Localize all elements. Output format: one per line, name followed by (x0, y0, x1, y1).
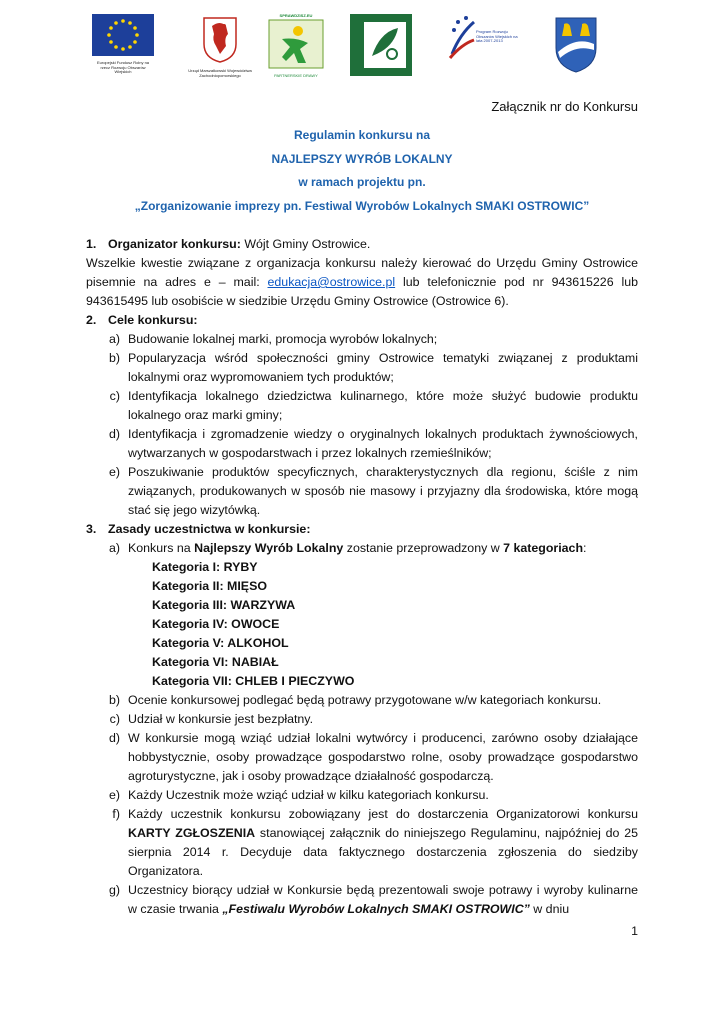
contact-text-before: Wszelkie kwestie związane z organizacja konkursu należy kierować do Urzędu Gminy Ostrowice pisemnie na adres e – mail: (86, 256, 638, 289)
item-text-part: Każdy uczestnik konkursu zobowiązany jest do dostarczenia Organizatorowi konkursu (128, 807, 638, 821)
email-link[interactable]: edukacja@ostrowice.pl (267, 275, 396, 289)
bells-crest-icon (552, 14, 600, 74)
item-letter: e) (108, 465, 120, 479)
page-number: 1 (631, 924, 638, 938)
item-text-part: : (583, 541, 587, 555)
leader-logo (350, 14, 412, 81)
category-item: Kategoria V: ALKOHOL (152, 636, 289, 650)
item-text-part: Konkurs na (128, 541, 195, 555)
item-letter: c) (109, 389, 120, 403)
list-item (86, 881, 638, 919)
item-text: Ocenie konkursowej podlegać będą potrawy przygotowane w/w kategoriach konkursu. (128, 693, 602, 707)
section-2-heading (86, 311, 638, 330)
section-number: 2. (86, 313, 97, 327)
prow-stars-icon (448, 14, 476, 60)
item-letter: a) (108, 332, 120, 346)
item-letter: b) (108, 351, 120, 365)
title-line-3: w ramach projektu pn. (298, 175, 426, 189)
registration-form-name: KARTY ZGŁOSZENIA (128, 826, 256, 840)
list-item (86, 786, 638, 805)
regulation-body (86, 235, 638, 919)
category-item: Kategoria III: WARZYWA (152, 598, 296, 612)
eu-logo (92, 14, 154, 75)
title-line-4: „Zorganizowanie imprezy pn. Festiwal Wyrobów Lokalnych SMAKI OSTROWIC” (134, 198, 590, 213)
item-text-part: zostanie przeprowadzony w (343, 541, 504, 555)
item-letter: g) (108, 883, 120, 897)
category-item: Kategoria VII: CHLEB I PIECZYWO (152, 674, 355, 688)
competition-name: Najlepszy Wyrób Lokalny (194, 541, 344, 555)
ostrowice-crest (552, 14, 600, 79)
list-item (86, 539, 638, 558)
category-item: Kategoria IV: OWOCE (152, 617, 280, 631)
prow-caption: Program Rozwoju Obszarów Wiejskich na lata 2007-2013 (476, 29, 518, 43)
lgd-logo (268, 14, 324, 78)
section-3-heading (86, 520, 638, 539)
document-title (86, 127, 638, 221)
item-text (128, 539, 638, 558)
section-heading-value: Wójt Gminy Ostrowice. (240, 237, 371, 251)
item-text: Poszukiwanie produktów specyficznych, charakterystycznych dla regionu, ściśle z nim związanych, produkowanych w sposób nie masowy i przyjazny dla środowiska, które mogą stać się jego wizytówką. (128, 465, 638, 517)
section-number: 3. (86, 522, 97, 536)
festival-name: „Festiwalu Wyrobów Lokalnych SMAKI OSTROWIC” (222, 902, 530, 916)
item-text-part: stanowiącej załącznik do niniejszego Regulaminu, najpóźniej do 25 sierpnia 2014 r. Decyduje data faktycznego dostarczenia zgłoszenia do siedziby Organizatora. (128, 826, 639, 878)
item-text: Budowanie lokalnej marki, promocja wyrobów lokalnych; (128, 332, 438, 346)
logo-bar (86, 14, 606, 86)
list-item (86, 425, 638, 463)
section-1-heading (86, 235, 638, 254)
item-letter: d) (108, 427, 120, 441)
item-letter: a) (108, 541, 120, 555)
list-item (86, 691, 638, 710)
eu-flag-icon (92, 14, 154, 56)
category-list (86, 558, 638, 691)
leader-icon (350, 14, 412, 76)
item-text (128, 881, 638, 919)
item-text: Identyfikacja lokalnego dziedzictwa kulinarnego, które może służyć budowie produktu lokalnego oraz marki gminy; (128, 389, 638, 422)
item-text: Każdy Uczestnik może wziąć udział w kilku kategoriach konkursu. (128, 788, 489, 802)
item-text: Identyfikacja i zgromadzenie wiedzy o oryginalnych lokalnych produktach żywnościowych, wytwarzanych w gospodarstwach i przez lokalnych rzemieślników; (128, 427, 638, 460)
lgd-logo-top-caption: SPRAWDZISZ.EU (279, 13, 313, 18)
contact-text-after: lub telefonicznie pod nr 943615226 lub 943615495 lub osobiście w siedzibie Urzędu Gminy Ostrowice (Ostrowice 6). (86, 275, 638, 308)
item-text-part: Uczestnicy biorący udział w Konkursie będą prezentowali swoje potrawy i wyroby kulinarne w czasie trwania (128, 883, 638, 916)
list-item (86, 729, 638, 786)
section-number: 1. (86, 237, 97, 251)
list-item (86, 387, 638, 425)
prow-logo (448, 14, 518, 60)
category-item: Kategoria II: MIĘSO (152, 579, 267, 593)
category-item: Kategoria I: RYBY (152, 560, 258, 574)
griffin-crest-icon (182, 14, 258, 64)
item-text: Udział w konkursie jest bezpłatny. (128, 712, 314, 726)
marshal-office-caption: Urząd Marszałkowski Województwa Zachodniopomorskiego (188, 68, 252, 78)
category-item: Kategoria VI: NABIAŁ (152, 655, 279, 669)
list-item (86, 463, 638, 520)
eu-logo-caption: Europejski Fundusz Rolny na rzecz Rozwoju Obszarów Wiejskich (96, 60, 150, 74)
section-heading: Zasady uczestnictwa w konkursie: (108, 522, 311, 536)
section-heading: Organizator konkursu: (108, 237, 241, 251)
item-text: W konkursie mogą wziąć udział lokalni wytwórcy i producenci, zarówno osoby działające hobbystycznie, osoby prowadzące gospodarstwo rolne, osoby prowadzące gospodarstwo agroturystyczne, jak i osoby prowadzące działalność gospodarczą. (128, 731, 638, 783)
section-heading: Cele konkursu: (108, 313, 198, 327)
list-item (86, 330, 638, 349)
list-item (86, 349, 638, 387)
lgd-figure-icon (268, 19, 324, 69)
marshal-office-logo (182, 14, 258, 78)
item-letter: f) (112, 807, 120, 821)
item-letter: b) (108, 693, 120, 707)
item-letter: d) (108, 731, 120, 745)
item-letter: e) (108, 788, 120, 802)
item-text: Popularyzacja wśród społeczności gminy Ostrowice tematyki związanej z produktami lokalnymi oraz wypromowaniem tych produktów; (128, 351, 638, 384)
item-text (128, 805, 638, 881)
lgd-logo-bottom-caption: PARTNERSKIE DRAWY (274, 72, 318, 78)
category-count: 7 kategoriach (503, 541, 584, 555)
contact-paragraph (86, 254, 638, 311)
annex-label: Załącznik nr do Konkursu (491, 99, 638, 114)
title-line-1: Regulamin konkursu na (293, 128, 431, 142)
item-letter: c) (109, 712, 120, 726)
list-item (86, 805, 638, 881)
item-text-part: w dniu (529, 902, 570, 916)
list-item (86, 710, 638, 729)
title-line-2: NAJLEPSZY WYRÓB LOKALNY (271, 151, 453, 166)
